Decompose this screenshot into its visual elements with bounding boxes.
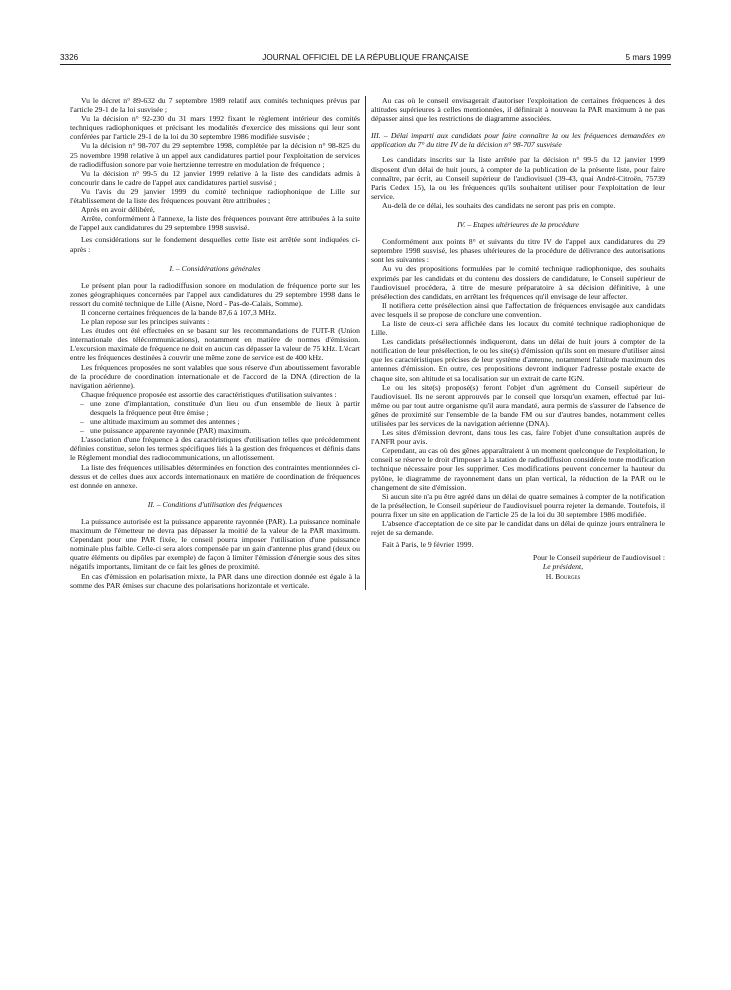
paragraph: Conformément aux points 8° et suivants du titre IV de l'appel aux candidatures du 29 septembre 1998 susvisé, les phases ultérieures de la procédure de délivrance des autorisations sont les suivantes : (371, 237, 665, 265)
paragraph: Vu la décision n° 98-707 du 29 septembre 1998, complétée par la décision n° 98-825 du 25 novembre 1998 relative à un appel aux candidatures partiel pour l'exploitation de services de radiodiffusion sonore par voie hertzienne terrestre en modulation de fréquence ; (70, 141, 360, 169)
paragraph: Après en avoir délibéré, (81, 205, 155, 215)
section-heading-2: II. – Conditions d'utilisation des fréquences (147, 499, 283, 509)
section-heading-1: I. – Considérations générales (169, 263, 261, 273)
paragraph: L'association d'une fréquence à des caractéristiques d'utilisation telles que précédemment définies constitue, selon les termes spécifiques liés à la gestion des fréquences et définis dans le Règlement mondial des radiocommunications, un allotissement. (70, 435, 360, 463)
paragraph: Vu la décision n° 99-5 du 12 janvier 1999 relative à la liste des candidats admis à concourir dans le cadre de l'appel aux candidatures partiel susvisé ; (70, 168, 360, 187)
paragraph: Le plan repose sur les principes suivants : (81, 317, 210, 327)
paragraph: La liste de ceux-ci sera affichée dans les locaux du comité technique radiophonique de Lille. (371, 318, 665, 338)
paragraph: Vu l'avis du 29 janvier 1999 du comité technique radiophonique de Lille sur l'établissement de la liste des fréquences pouvant être attribuées ; (70, 186, 360, 206)
paragraph: Cependant, au cas où des gênes apparaîtraient à un moment quelconque de l'exploitation, le conseil se réserve le droit d'imposer à la station de radiodiffusion considérée toute modification technique nécessaire pour les supprimer. Ces modifications peuvent concerner la hauteur du pylône, le diagramme de rayonnement dans un plan vertical, la réduction de la PAR ou le changement de site d'émission. (371, 446, 665, 492)
issue-date: 5 mars 1999 (625, 53, 671, 62)
paragraph: Vu le décret n° 89-632 du 7 septembre 1989 relatif aux comités techniques prévus par l'article 29-1 de la loi susvisée ; (70, 96, 360, 115)
paragraph: Le ou les site(s) proposé(s) feront l'objet d'un agrément du Conseil supérieur de l'audiovisuel. Ils ne seront approuvés par le conseil que lorsqu'un examen, effectué par lui-même ou par tout autre organisme qu'il aura mandaté, aura permis de s'assurer de l'absence de gênes de proximité sur l'ensemble de la bande FM ou sur d'autres bandes, notamment celles utilisées par les services de la navigation aérienne (DNA). (371, 382, 665, 428)
paragraph: En cas d'émission en polarisation mixte, la PAR dans une direction donnée est égale à la somme des PAR émises sur chacune des polarisations horizontale et verticale. (70, 571, 360, 590)
paragraph: Les considérations sur le fondement desquelles cette liste est arrêtée sont indiquées ci-après : (70, 235, 360, 254)
list-item: – une zone d'implantation, constituée d'un lieu ou d'un ensemble de lieux à partir desquels la fréquence peut être émise ; (70, 399, 360, 417)
paragraph: Chaque fréquence proposée est assortie des caractéristiques d'utilisation suivantes : (81, 389, 337, 399)
paragraph: Les études ont été effectuées en se basant sur les recommandations de l'UIT-R (Union internationale des télécommunications), notamment en matière de normes d'émission. L'excursion maximale de fréquence ne doit en aucun cas dépasser la valeur de 75 kHz. L'écart entre les fréquences destinées à couvrir une même zone de service est de 400 kHz. (70, 326, 360, 363)
paragraph: Au vu des propositions formulées par le comité technique radiophonique, des souhaits exprimés par les candidats et du contenu des dossiers de candidature, le Conseil supérieur de l'audiovisuel procédera, à titre de mesure préparatoire à sa décision définitive, à une présélection des candidats, en arrêtant les fréquences qu'il envisage de leur affecter. (371, 264, 665, 301)
list-item: – une puissance apparente rayonnée (PAR) maximum. (70, 426, 360, 435)
signature-name: H. Bourges (545, 571, 581, 581)
paragraph: Les fréquences proposées ne sont valables que sous réserve d'un aboutissement favorable de la procédure de coordination internationale et de l'accord de la DNA (direction de la navigation aérienne). (70, 362, 360, 390)
paragraph: Le présent plan pour la radiodiffusion sonore en modulation de fréquence porte sur les zones géographiques concernées par l'appel aux candidatures du 29 septembre 1998 dans le ressort du comité technique de Lille (Aisne, Nord - Pas-de-Calais, Somme). (70, 280, 360, 308)
page-header (60, 53, 671, 65)
left-column (70, 96, 366, 590)
paragraph: Arrête, conformément à l'annexe, la liste des fréquences pouvant être attribuées à la suite de l'appel aux candidatures du 29 septembre 1998 susvisé. (70, 214, 360, 233)
signature-block (371, 553, 665, 580)
paragraph: Au-delà de ce délai, les souhaits des candidats ne seront pas pris en compte. (382, 200, 616, 210)
section-heading-3: III. – Délai imparti aux candidats pour faire connaître la ou les fréquences demandées en application du 7° du titre IV de la décision n° 98-707 susvisée (371, 131, 665, 150)
signature-role: Le président, (542, 562, 584, 572)
paragraph: Les sites d'émission devront, dans tous les cas, faire l'objet d'une consultation auprès de l'ANFR pour avis. (371, 428, 665, 447)
list-item: – une altitude maximum au sommet des antennes ; (70, 417, 360, 426)
journal-title: JOURNAL OFFICIEL DE LA RÉPUBLIQUE FRANÇAISE (262, 53, 469, 62)
document-body (70, 96, 665, 590)
signature-for: Pour le Conseil supérieur de l'audiovisuel : (532, 553, 665, 563)
section-heading-4: IV. – Etapes ultérieures de la procédure (457, 220, 579, 230)
paragraph: Les candidats présélectionnés indiqueront, dans un délai de huit jours à compter de la notification de leur présélection, le ou les site(s) d'émission qu'ils sont en mesure d'utiliser ainsi que les caractéristiques précises de leur système d'antenne, notamment l'altitude maximum des antennes d'émission. En outre, ces propositions devront indiquer l'adresse postale exacte de chaque site, son altitude et sa localisation sur un extrait de carte IGN. (371, 337, 665, 383)
paragraph: La liste des fréquences utilisables déterminées en fonction des contraintes mentionnées ci-dessus et de celles dues aux accords internationaux en matière de coordination de fréquences est donnée en annexe. (70, 462, 360, 490)
right-column (367, 96, 665, 590)
paragraph: Si aucun site n'a pu être agréé dans un délai de quatre semaines à compter de la notification de la présélection, le Conseil supérieur de l'audiovisuel pourra rejeter la demande. Toutefois, il pourra fixer un site en application de l'article 25 de la loi du 30 septembre 1986 modifiée. (371, 491, 665, 519)
paragraph: Il concerne certaines fréquences de la bande 87,6 à 107,3 MHz. (81, 307, 277, 317)
characteristics-list (70, 399, 360, 435)
done-at: Fait à Paris, le 9 février 1999. (382, 540, 474, 550)
paragraph: La puissance autorisée est la puissance apparente rayonnée (PAR). La puissance nominale maximum de l'émetteur ne devra pas dépasser la moitié de la valeur de la PAR maximum. Cependant pour une PAR fixée, le conseil pourra imposer l'utilisation d'une puissance nominale plus faible. Celle-ci sera alors compensée par un gain d'antenne plus grand (deux ou quatre éléments ou dipôles par exemple) de façon à limiter l'émission d'énergie sous des sites négatifs importants, limitant de ce fait les gênes de proximité. (70, 516, 360, 572)
paragraph: Les candidats inscrits sur la liste arrêtée par la décision n° 99-5 du 12 janvier 1999 disposent d'un délai de huit jours, à compter de la publication de la présente liste, pour faire connaître, par écrit, au Conseil supérieur de l'audiovisuel (39-43, quai André-Citroën, 75739 Paris Cedex 15), la ou les fréquences qu'ils souhaitent utiliser pour l'exploitation de leur service. (371, 155, 665, 201)
paragraph: Vu la décision n° 92-230 du 31 mars 1992 fixant le règlement intérieur des comités techniques radiophoniques et précisant les modalités d'exercice des missions qui leur sont conférées par l'article 29-1 de la loi du 30 septembre 1986 modifiée susvisée ; (70, 114, 360, 142)
page-number: 3326 (60, 53, 79, 62)
paragraph: Au cas où le conseil envisagerait d'autoriser l'exploitation de certaines fréquences à des altitudes supérieures à celles mentionnées, il définirait à nouveau la PAR maximum à ne pas dépasser ainsi que les restrictions de diagramme associées. (371, 96, 665, 124)
paragraph: L'absence d'acceptation de ce site par le candidat dans un délai de quinze jours entraînera le rejet de sa demande. (371, 519, 665, 538)
paragraph: Il notifiera cette présélection ainsi que l'affectation de fréquences envisagée aux candidats avec lesquels il se propose de conclure une convention. (371, 300, 665, 319)
